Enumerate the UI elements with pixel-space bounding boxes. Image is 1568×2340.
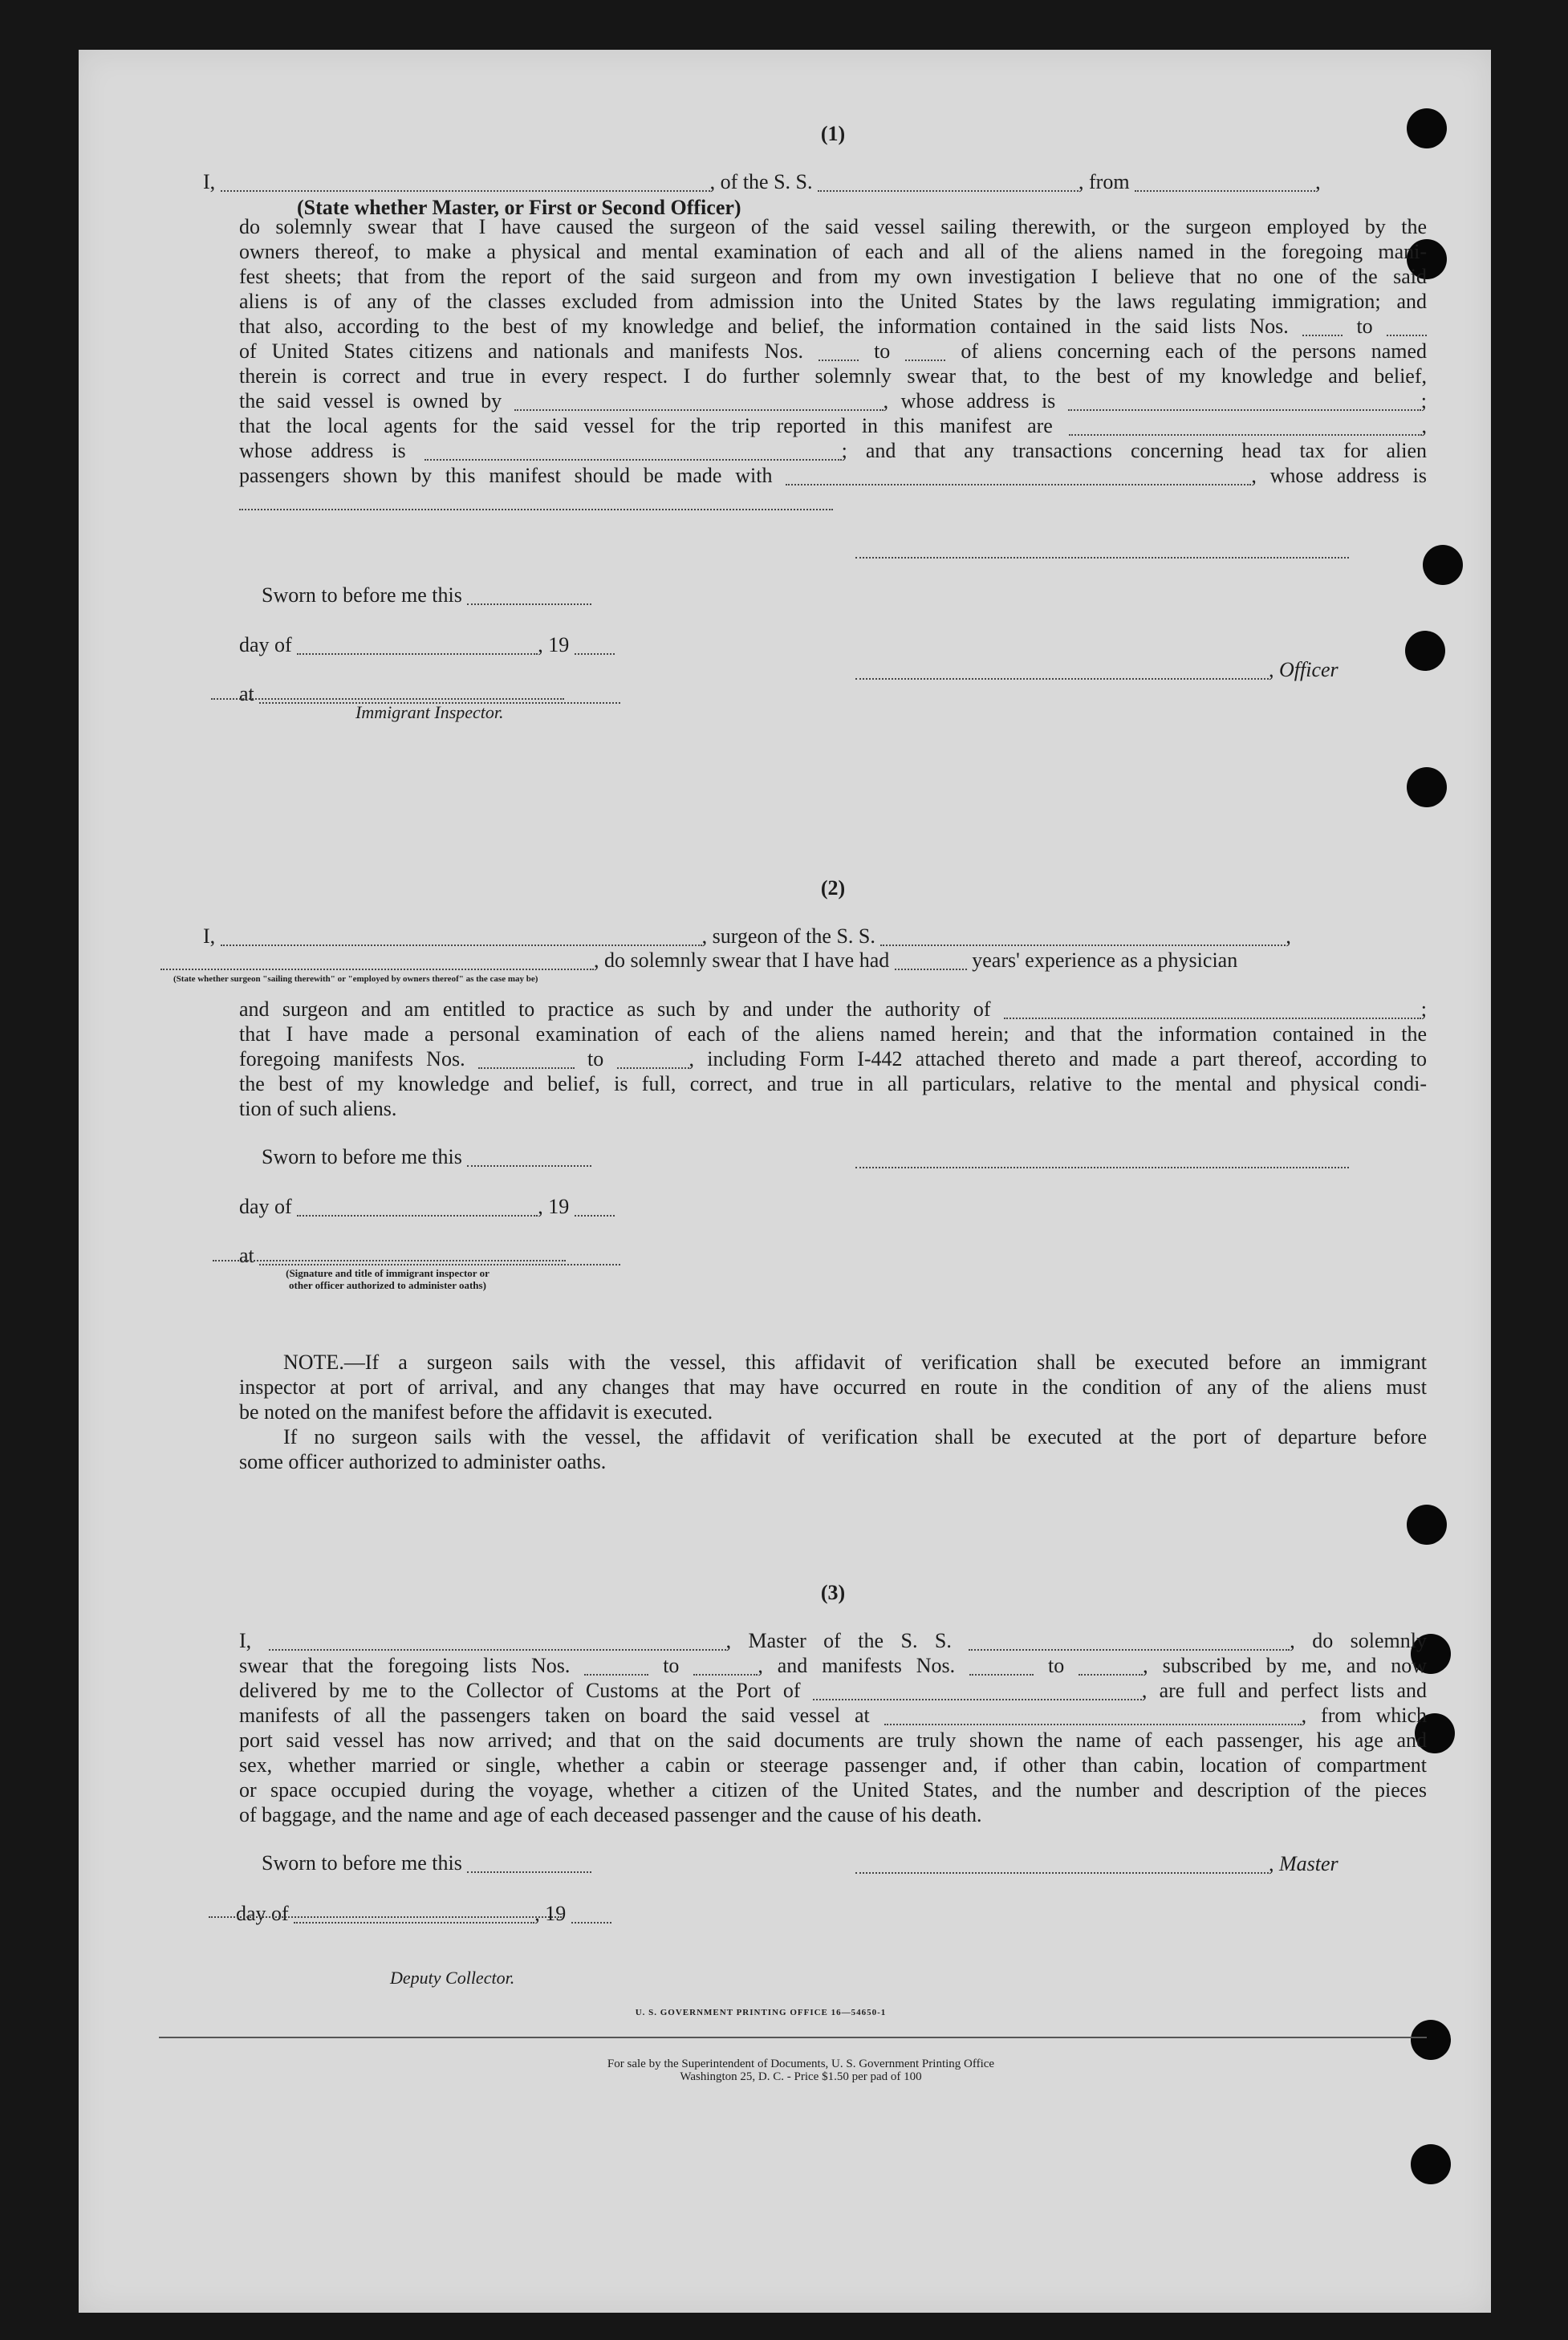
s2-year-field[interactable] — [575, 1197, 615, 1217]
s2-sworn-date-field[interactable] — [467, 1148, 591, 1167]
surgeon-name-field[interactable] — [221, 927, 702, 946]
punch-hole — [1405, 631, 1445, 671]
departure-port-field[interactable] — [1135, 173, 1315, 192]
s3-year-field[interactable] — [571, 1904, 611, 1924]
s1-officer-signature-line[interactable] — [855, 660, 1269, 680]
s2-month-field[interactable] — [297, 1197, 538, 1217]
section-3-number: (3) — [820, 1581, 846, 1604]
s1-sworn-date-field[interactable] — [467, 586, 591, 605]
immigrant-inspector-label: Immigrant Inspector. — [355, 702, 504, 722]
s2-manifests-to-field[interactable] — [617, 1050, 689, 1069]
local-agents-field[interactable] — [1069, 416, 1422, 436]
s3-sworn-date-field[interactable] — [467, 1854, 591, 1873]
s3-lists-from-field[interactable] — [584, 1656, 648, 1676]
punch-hole — [1423, 545, 1463, 585]
master-signature-line[interactable] — [855, 1855, 1269, 1874]
collector-signature-line[interactable] — [209, 1915, 562, 1918]
section-1-number: (1) — [820, 122, 846, 145]
head-tax-address-field[interactable] — [239, 491, 833, 510]
owner-address-field[interactable] — [1068, 392, 1421, 411]
boarding-port-field[interactable] — [884, 1706, 1302, 1725]
s2-official-signature-line[interactable] — [213, 1258, 566, 1261]
master-name-field[interactable] — [269, 1631, 726, 1651]
punch-hole — [1411, 2144, 1451, 2184]
s1-month-field[interactable] — [297, 636, 538, 655]
surgeon-status-field[interactable] — [160, 951, 594, 970]
s2-manifests-from-field[interactable] — [478, 1050, 575, 1069]
s1-paragraph: do solemnly swear that I have caused the surgeon of the said vessel sailing therewith, or the surgeon employed by the owners thereof, to make a physical and mental examination of each and all of the aliens named in the foregoing mani- fest sheets; that from the report of the said surgeon and from my own investigation I believe that no one of the said aliens is of any of the classes excluded from admission into the United States by the laws regulating immigration; and that also, according to the best of my knowledge and belief, the information contained in the said lists Nos. to of United States citizens and nationals and manifests Nos. to of aliens concerning each of the persons named therein is correct and true in every respect. I do further solemnly swear that, to the best of my knowledge and belief, the said vessel is owned by , whose address is ; that the local agents for the said vessel for the trip reported in this manifest are , whose address is ; and that any transactions concerning head tax for alien passengers shown by this manifest should be made with , whose address is — [239, 214, 1427, 513]
vessel-name-field[interactable] — [818, 173, 1079, 192]
footer-rule — [159, 2037, 1427, 2038]
s3-month-field[interactable] — [294, 1904, 534, 1924]
years-experience-field[interactable] — [895, 951, 967, 970]
manifests-from-field[interactable] — [819, 342, 859, 361]
printing-office-line: U. S. GOVERNMENT PRINTING OFFICE 16—54650-1 — [635, 2008, 887, 2017]
note-paragraph: NOTE.—If a surgeon sails with the vessel, this affidavit of verification shall be executed before an immigrant inspector at port of arrival, and any changes that may have occurred en route in the condition of any of the aliens must be noted on the manifest before the affidavit is executed. If no surgeon sails with the vessel, the affidavit of verification shall be executed at the port of departure before some officer authorized to administer oaths. — [239, 1351, 1427, 1473]
document-page: (1) I, , of the S. S. , from , (State whether Master, or First or Second Officer) do solemnly swear that I have caused the surgeon of the said vessel sailing therewith, or the surgeon employed by the owners thereof, to make a physical and mental examination of each and all of the aliens named in the foregoing mani- fest sheets; that from the report of the said surgeon and from my own investigation I believe that no one of the said aliens is of any of the classes excluded from admission into the United States by the laws regulating immigration; and that also, according to the best of my knowledge and belief, the information contained in the said lists Nos. to of United States citizens and nationals and manifests Nos. to of aliens concerning each of the persons named therein is correct and true in every respect. I do further solemnly swear that, to the best of my knowledge and belief, the said vessel is owned by , whose address is ; that the local agents for the said vessel for the trip reported in this manifest are , whose address is ; and that any transactions concerning head tax for alien passengers shown by this manifest should be made with , whose address is Sworn to before me this day of , 19 at Immigrant Inspector. , Officer (2) I, , surgeon of the S. S. , , do solemnly swear that I have had years' experience as a physician (State whether surgeon "sailing therewith" or "employed by owners thereof" as the case may be) and surgeon and am entitled to practice as such by and under the authority of ; that I have made a personal examination of each of the aliens named herein; and that the information contained in the foregoing manifests Nos. to , including Form I-442 attached thereto and made a part thereof, according to the best of my knowledge and belief, is full, correct, and true in all particulars, relative to the mental and physical condi- tion of such aliens. Sworn to before me this day of , 19 at (Signature and title of immigrant inspector or other officer authorized to administer oaths) NOTE.—If a surgeon sails with the vessel, this affidavit of verification shall be executed before an immigrant inspector at port of arrival, and any changes that may have occurred en route in the condition of any of the aliens must be noted on the manifest before the affidavit is executed. If no surgeon sails with the vessel, the affidavit of verification shall be executed at the port of departure before some officer authorized to administer oaths. (3) I, , Master of the S. S. , do solemnly swear that the foregoing lists Nos. to , and manifests Nos. to , subscribed by me, and now delivered by me to the Collector of Customs at the Port of , are full and perfect lists and manifests of all the passengers taken on board the said vessel at , from which port said vessel has now arrived; and that on the said documents are truly shown the name of each passenger, his age and sex, whether married or single, whether a cabin or steerage passenger and, if other than cabin, location of compartment or space occupied during the voyage, whether a citizen of the United States, and the number and description of the pieces of baggage, and the name and age of each deceased passenger and the cause of his death. Sworn to before me this , Master day of , 19 Deputy Collector. U. S. GOVERNMENT PRINTING OFFICE 16—54650-1 For sale by the Superintendent of Documents, U. S. Government Printing Office Washington 25, D. C. - Price $1.50 per pad of 100 — [79, 50, 1491, 2313]
customs-port-field[interactable] — [813, 1681, 1142, 1700]
s3-lists-to-field[interactable] — [693, 1656, 758, 1676]
lists-from-field[interactable] — [1302, 317, 1343, 336]
sale-notice: For sale by the Superintendent of Documents, U. S. Government Printing Office Washington 25, D. C. - Price $1.50 per pad of 100 — [607, 2058, 995, 2083]
lists-to-field[interactable] — [1387, 317, 1427, 336]
s2-paragraph: and surgeon and am entitled to practice as such by and under the authority of ; that I have made a personal examination of each of the aliens named herein; and that the information contained in the foregoing manifests Nos. to , including Form I-442 attached thereto and made a part thereof, according to the best of my knowledge and belief, is full, correct, and true in all particulars, relative to the mental and physical condi- tion of such aliens. — [239, 997, 1428, 1120]
s1-year-field[interactable] — [575, 636, 615, 655]
s3-paragraph: I, , Master of the S. S. , do solemnly swear that the foregoing lists Nos. to , and manifests Nos. to , subscribed by me, and now delivered by me to the Collector of Customs at the Port of , are full and perfect lists and manifests of all the passengers taken on board the said vessel at , from which port said vessel has now arrived; and that on the said documents are truly shown the name of each passenger, his age and sex, whether married or single, whether a cabin or steerage passenger and, if other than cabin, location of compartment or space occupied during the voyage, whether a citizen of the United States, and the number and description of the pieces of baggage, and the name and age of each deceased passenger and the cause of his death. — [239, 1629, 1428, 1826]
s1-place-field[interactable] — [259, 685, 620, 704]
s2-vessel-field[interactable] — [880, 927, 1286, 946]
s2-signature-caption: (Signature and title of immigrant inspector or other officer authorized to administer oaths) — [286, 1267, 489, 1291]
s3-vessel-field[interactable] — [969, 1631, 1290, 1651]
officer-caption: (State whether Master, or First or Second Officer) — [297, 196, 741, 219]
s3-manifests-from-field[interactable] — [969, 1656, 1034, 1676]
section-2-number: (2) — [820, 876, 846, 900]
agents-address-field[interactable] — [424, 441, 842, 461]
surgeon-caption: (State whether surgeon "sailing therewith" or "employed by owners thereof" as the case may be) — [173, 974, 538, 984]
s1-line1: I, , of the S. S. , from , — [203, 170, 1321, 193]
s1-inspector-signature-line[interactable] — [211, 697, 564, 700]
punch-hole — [1411, 2020, 1451, 2060]
deputy-collector-label: Deputy Collector. — [390, 1968, 515, 1988]
manifests-to-field[interactable] — [905, 342, 945, 361]
owner-field[interactable] — [514, 392, 884, 411]
practice-authority-field[interactable] — [1004, 1000, 1421, 1019]
s2-surgeon-signature-line[interactable] — [855, 1165, 1349, 1168]
s3-manifests-to-field[interactable] — [1079, 1656, 1143, 1676]
s1-signature-line[interactable] — [855, 555, 1349, 559]
officer-title-field[interactable] — [221, 173, 710, 192]
punch-hole — [1407, 1505, 1447, 1545]
s2-place-field[interactable] — [259, 1246, 620, 1265]
head-tax-contact-field[interactable] — [786, 466, 1251, 485]
punch-hole — [1407, 767, 1447, 807]
